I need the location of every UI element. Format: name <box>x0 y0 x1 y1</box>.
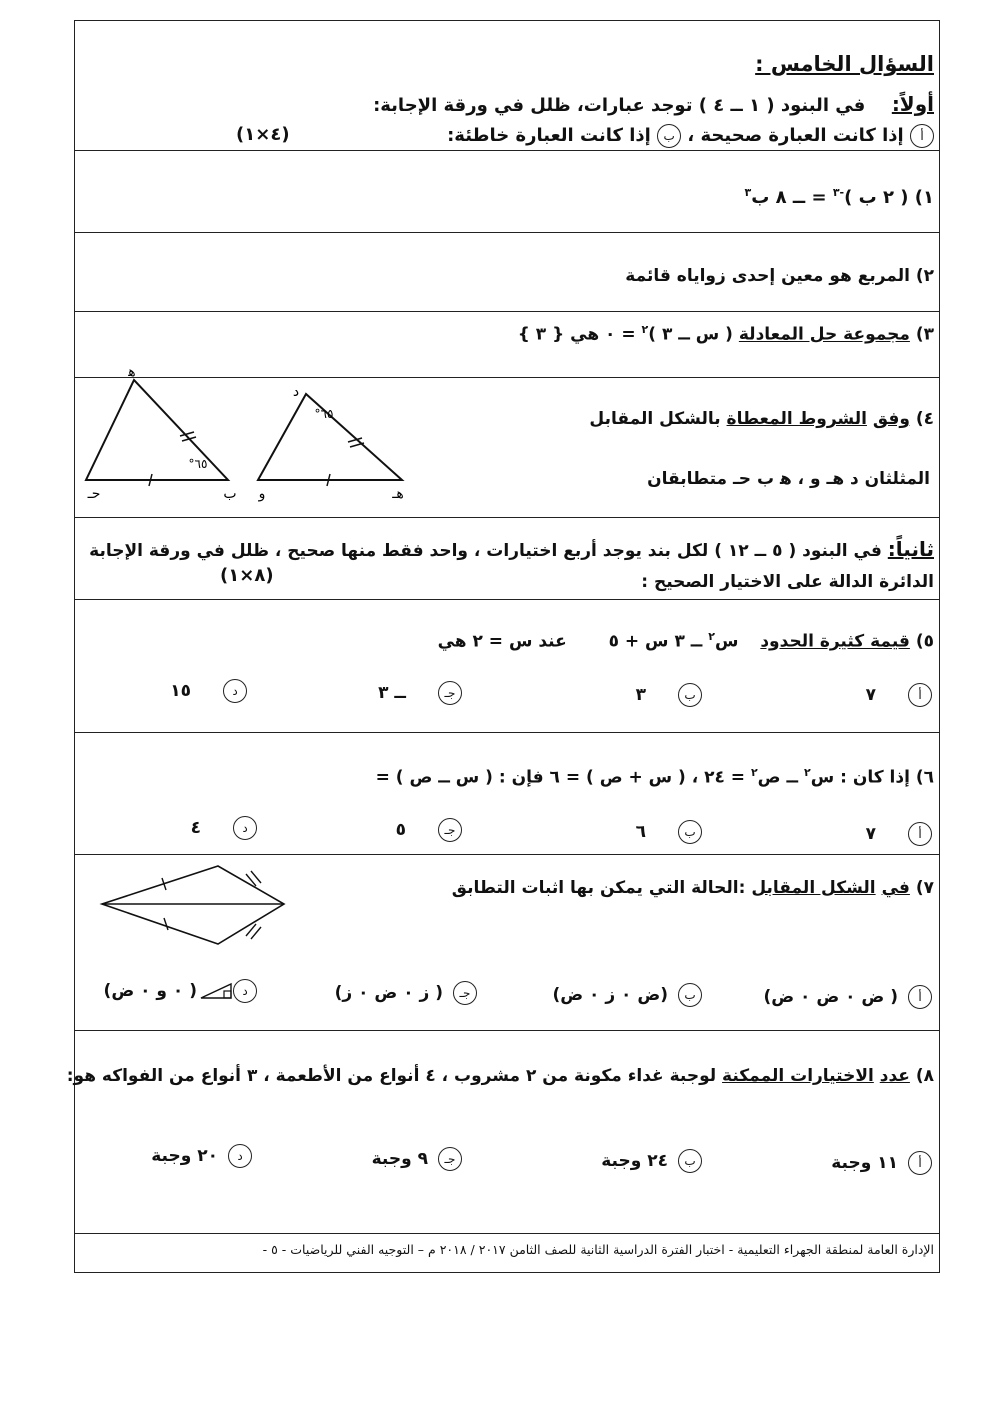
q6-exponent-b: ٢ <box>750 766 758 779</box>
q5-expression: س <box>715 631 739 652</box>
option-circle[interactable]: د <box>223 679 247 703</box>
option-text: ٦ <box>635 822 646 842</box>
statement-1-number: ١) <box>914 187 934 208</box>
statement-3-label: مجموعة حل المعادلة <box>738 324 910 345</box>
q5-option-c[interactable] <box>378 681 462 705</box>
option-text-wrap <box>104 981 223 1001</box>
option-text: ( ٠ و ٠ ض) <box>103 981 197 1001</box>
option-circle[interactable]: جـ <box>438 681 462 705</box>
q5-number: ٥) <box>915 631 934 652</box>
q7-word: في <box>881 878 910 898</box>
q7-prompt: :الحالة التي يمكن بها اثبات التطابق <box>451 878 746 898</box>
right-triangle-icon <box>199 982 233 1000</box>
statement-3-equation: ( س ــ ٣ ) <box>648 324 733 345</box>
q8-option-d[interactable] <box>151 1144 252 1168</box>
divider <box>74 1233 940 1234</box>
option-text: ١١ وجبة <box>831 1153 898 1173</box>
option-circle[interactable]: ب <box>678 1149 702 1173</box>
triangle-left-right-label: ب <box>223 486 237 502</box>
q7-option-b[interactable] <box>552 983 702 1007</box>
statement-1-rhs: = ــ ٨ ب <box>751 187 827 208</box>
part1-intro: في البنود ( ١ ــ ٤ ) توجد عبارات، ظلل في ورقة الإجابة: <box>373 95 866 116</box>
q5-option-b[interactable] <box>636 683 702 707</box>
statement-1-base: ( ٢ ب ) <box>844 187 909 208</box>
option-text: ٢٠ وجبة <box>151 1146 218 1166</box>
divider <box>74 854 940 855</box>
q8-word: عدد <box>879 1066 910 1086</box>
divider <box>74 517 940 518</box>
option-circle[interactable]: أ <box>908 985 932 1009</box>
option-circle[interactable]: أ <box>908 1151 932 1175</box>
divider <box>74 599 940 600</box>
statement-3-exponent: ٢ <box>641 323 649 336</box>
statement-4-conditions: الشروط المعطاة <box>726 409 867 429</box>
q5-option-d[interactable] <box>170 679 247 703</box>
q5-label: قيمة كثيرة الحدود <box>760 631 910 652</box>
true-choice-circle: أ <box>910 124 934 148</box>
tick-mark <box>164 918 168 930</box>
q7-figure-ref: الشكل المقابل <box>751 878 876 898</box>
part2-instruction: الدائرة الدالة على الاختيار الصحيح : <box>641 572 934 592</box>
q6-option-b[interactable] <box>636 820 702 844</box>
option-circle[interactable]: جـ <box>438 818 462 842</box>
q8-option-a[interactable] <box>831 1151 932 1175</box>
q5-exponent: ٢ <box>708 630 716 643</box>
option-circle[interactable]: أ <box>908 683 932 707</box>
part1-intro-line <box>373 92 934 116</box>
q8-prompt: لوجبة غداء مكونة من ٢ مشروب ، ٤ أنواع من الأطعمة ، ٣ أنواع من الفواكه هو: <box>66 1066 717 1086</box>
q6-option-d[interactable] <box>191 816 257 840</box>
kite-figure <box>98 860 290 952</box>
statement-2: ٢) المربع هو معين إحدى زواياه قائمة <box>625 266 934 286</box>
triangle-right-top-label: د <box>292 384 300 400</box>
statement-4-line2: المثلثان د هـ و ، ﻫ ب حـ متطابقان <box>647 469 930 489</box>
option-text: ٣ <box>635 685 646 705</box>
option-text: ٤ <box>190 818 201 838</box>
q6-exponent-a: ٢ <box>804 766 811 779</box>
option-text: ١٥ <box>170 681 191 701</box>
section-title: السؤال الخامس : <box>755 52 934 76</box>
triangle-right-angle: ٦٥° <box>314 407 334 421</box>
option-text: ( ز ٠ ض ٠ ز) <box>334 983 443 1003</box>
statement-1-exponent: -٣ <box>832 186 845 199</box>
part1-label: أولاً: <box>891 92 934 116</box>
q5-condition: عند س = ٢ هي <box>437 631 567 652</box>
statement-1 <box>745 186 934 208</box>
q6-text-a: إذا كان : س <box>810 767 910 788</box>
option-circle[interactable]: د <box>228 1144 252 1168</box>
part2-label: ثانياً: <box>887 537 934 561</box>
statement-4-number: ٤) <box>915 409 934 429</box>
q6-option-c[interactable] <box>396 818 462 842</box>
q7-option-c[interactable] <box>335 981 477 1005</box>
true-legend-text: إذا كانت العبارة صحيحة ، <box>687 125 904 146</box>
statement-3 <box>518 323 934 345</box>
q5-expression-rest: ــ ٣ س + ٥ <box>608 631 703 652</box>
option-text: ٩ وجبة <box>371 1149 428 1169</box>
q8-option-b[interactable] <box>601 1149 702 1173</box>
part2-marks: (٨×١) <box>220 565 274 586</box>
option-circle[interactable]: جـ <box>438 1147 462 1171</box>
q7-number: ٧) <box>915 878 934 898</box>
statement-4 <box>589 409 934 429</box>
q7-option-a[interactable] <box>763 985 932 1009</box>
false-legend-text: إذا كانت العبارة خاطئة: <box>447 125 651 146</box>
option-circle[interactable]: ب <box>678 983 702 1007</box>
option-text: ٧ <box>865 824 876 844</box>
triangle-left-top-label: ﻫ <box>128 364 136 380</box>
statement-3-rest: = ٠ هي { ٣ } <box>517 324 636 345</box>
q6-option-a[interactable] <box>866 822 932 846</box>
option-text: ٧ <box>865 685 876 705</box>
divider <box>74 150 940 151</box>
q8-option-c[interactable] <box>372 1147 462 1171</box>
q5-stem <box>438 630 934 652</box>
triangles-figure <box>80 362 420 512</box>
option-circle[interactable]: جـ <box>453 981 477 1005</box>
q7-option-d[interactable] <box>104 979 257 1003</box>
option-text: ٢٤ وجبة <box>601 1151 668 1171</box>
part1-marks: (٤×١) <box>236 124 290 145</box>
q6-text-c: = ٢٤ ، ( س + ص ) = ٦ فإن : ( س ــ ص ) = <box>375 767 746 788</box>
statement-3-number: ٣) <box>915 324 934 345</box>
false-choice-circle: ب <box>657 124 681 148</box>
divider <box>74 1030 940 1031</box>
triangle-right-left-label: و <box>258 486 266 502</box>
q8-label: الاختيارات الممكنة <box>722 1066 874 1086</box>
option-text: ــ ٣ <box>378 683 406 703</box>
part2-intro: في البنود ( ٥ ــ ١٢ ) لكل بند يوجد أربع اختيارات ، واحد فقط منها صحيح ، ظلل في ورقة الإجابة <box>89 541 882 561</box>
q8-number: ٨) <box>915 1066 934 1086</box>
option-text: (ض ٠ ز ٠ ض) <box>552 985 668 1005</box>
option-circle[interactable]: أ <box>908 822 932 846</box>
option-circle[interactable]: د <box>233 979 257 1003</box>
statement-1-rhs-exponent: ٣ <box>744 186 752 199</box>
part2-intro-line <box>89 537 934 561</box>
option-text: ٥ <box>395 820 406 840</box>
triangle-left-angle: ٦٥° <box>188 457 208 471</box>
divider <box>74 311 940 312</box>
triangle-left-left-label: حـ <box>87 486 101 502</box>
option-text: ( ض ٠ ض ٠ ض) <box>763 987 898 1007</box>
divider <box>74 232 940 233</box>
statement-4-word: وفق <box>872 409 910 429</box>
q6-number: ٦) <box>915 767 934 788</box>
option-circle[interactable]: ب <box>678 683 702 707</box>
triangle-right-right-label: هـ <box>392 486 404 502</box>
q7-stem <box>452 878 934 898</box>
q8-stem <box>67 1066 934 1086</box>
footer: الإدارة العامة لمنطقة الجهراء التعليمية - اختبار الفترة الدراسية الثانية للصف الثامن ٢٠١٧ / ٢٠١٨ م – التوجيه الفني للرياضيات - ٥ - <box>262 1242 934 1257</box>
q6-text-b: ــ ص <box>757 767 799 788</box>
q6-stem <box>376 766 934 788</box>
option-circle[interactable]: ب <box>678 820 702 844</box>
q5-option-a[interactable] <box>866 683 932 707</box>
statement-4-figure-ref: بالشكل المقابل <box>589 409 721 429</box>
part1-legend <box>447 124 934 148</box>
option-circle[interactable]: د <box>233 816 257 840</box>
divider <box>74 732 940 733</box>
